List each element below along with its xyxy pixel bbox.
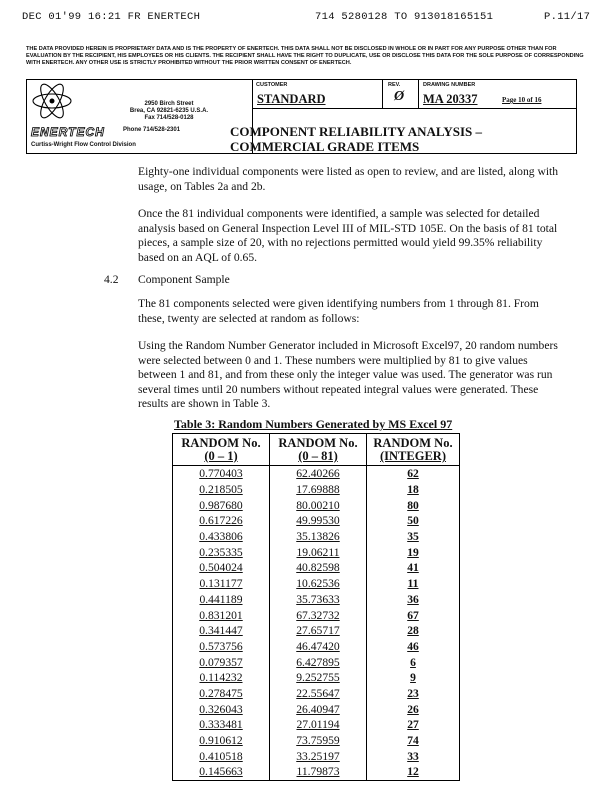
table-cell xyxy=(270,544,367,560)
table-row xyxy=(173,576,460,592)
address-line-2: Brea, CA 92821-6235 U.S.A. xyxy=(129,108,209,114)
table-row xyxy=(173,670,460,686)
section-number: 4.2 xyxy=(104,273,119,286)
company-address xyxy=(109,101,229,122)
column-header-title: RANDOM No. xyxy=(278,436,358,450)
table-row xyxy=(173,466,460,482)
table-row xyxy=(173,717,460,733)
table-row xyxy=(173,592,460,608)
customer-label: CUSTOMER xyxy=(256,82,288,88)
table-row xyxy=(173,654,460,670)
table-row xyxy=(173,764,460,780)
table-cell xyxy=(173,560,270,576)
column-header-title: RANDOM No. xyxy=(373,436,453,450)
drawing-number: MA 20337 xyxy=(423,92,478,106)
table-row xyxy=(173,701,460,717)
column-header-title: RANDOM No. xyxy=(181,436,261,450)
cell-value: 11 xyxy=(407,577,419,591)
cell-value: 23 xyxy=(407,686,419,700)
table-cell xyxy=(173,701,270,717)
table-cell xyxy=(173,686,270,702)
table-cell xyxy=(367,466,460,482)
cell-value: 40.82598 xyxy=(296,561,340,575)
cell-value: 19.06211 xyxy=(296,545,340,559)
table-cell xyxy=(173,497,270,513)
cell-value: 28 xyxy=(407,624,419,638)
cell-value: 18 xyxy=(407,483,419,497)
table-cell xyxy=(173,733,270,749)
cell-value: 74 xyxy=(407,734,419,748)
document-title xyxy=(230,124,482,154)
cell-value: 36 xyxy=(407,592,419,606)
table-cell xyxy=(367,748,460,764)
table-row xyxy=(173,686,460,702)
table-cell xyxy=(270,607,367,623)
fax-page: P.11/17 xyxy=(544,11,591,23)
rev-label: REV. xyxy=(388,82,401,88)
cell-value: 0.617226 xyxy=(199,514,243,528)
table-cell xyxy=(173,654,270,670)
table-cell xyxy=(173,623,270,639)
table-cell xyxy=(270,654,367,670)
table-cell xyxy=(173,544,270,560)
company-fax: Fax 714/528-0128 xyxy=(144,115,194,121)
table-cell xyxy=(173,670,270,686)
cell-value: 0.910612 xyxy=(199,734,243,748)
cell-value: 67.32732 xyxy=(296,608,340,622)
table-row xyxy=(173,497,460,513)
cell-value: 0.278475 xyxy=(199,686,243,700)
table-cell xyxy=(367,607,460,623)
cell-value: 0.079357 xyxy=(199,655,243,669)
table-cell xyxy=(367,733,460,749)
table-cell xyxy=(367,639,460,655)
cell-value: 33 xyxy=(407,749,419,763)
cell-value: 50 xyxy=(407,514,419,528)
cell-value: 73.75959 xyxy=(296,734,340,748)
table-row xyxy=(173,529,460,545)
table-cell xyxy=(270,748,367,764)
column-header-range: (0 – 1) xyxy=(204,449,238,463)
cell-value: 11.79873 xyxy=(296,765,340,779)
cell-value: 35.13826 xyxy=(296,530,340,544)
cell-value: 0.987680 xyxy=(199,498,243,512)
company-brand: ENERTECH xyxy=(31,125,105,139)
table-cell xyxy=(270,529,367,545)
table-row xyxy=(173,639,460,655)
table-cell xyxy=(270,482,367,498)
cell-value: 0.341447 xyxy=(199,624,243,638)
cell-value: 0.770403 xyxy=(199,467,243,481)
title-line-1: COMPONENT RELIABILITY ANALYSIS – xyxy=(230,124,483,139)
paragraph-2: Once the 81 individual components were identified, a sample was selected for detailed analysis based on General Inspection Level III of MIL-STD 105E. On the basis of 81 total pieces, a sample size of 20, with no rejections permitted would yield 99.35% reliability based on an AQL of 0.65. xyxy=(138,207,558,264)
cell-value: 27.65717 xyxy=(296,624,340,638)
divider xyxy=(418,80,419,108)
cell-value: 0.145663 xyxy=(199,765,243,779)
cell-value: 35 xyxy=(407,530,419,544)
table-cell xyxy=(367,701,460,717)
table-cell xyxy=(173,466,270,482)
table-cell xyxy=(367,544,460,560)
table-row xyxy=(173,733,460,749)
table-row xyxy=(173,623,460,639)
cell-value: 22.55647 xyxy=(296,686,340,700)
cell-value: 33.25197 xyxy=(296,749,340,763)
cell-value: 6 xyxy=(410,655,416,669)
table-cell xyxy=(270,701,367,717)
table-row xyxy=(173,482,460,498)
column-header xyxy=(270,434,367,466)
cell-value: 80 xyxy=(407,498,419,512)
cell-value: 12 xyxy=(407,765,419,779)
random-numbers-table xyxy=(172,433,460,781)
table-cell xyxy=(367,482,460,498)
column-header xyxy=(367,434,460,466)
table-cell xyxy=(270,686,367,702)
drawing-number-label: DRAWING NUMBER xyxy=(423,82,476,88)
fax-date-time: DEC 01'99 16:21 FR ENERTECH xyxy=(22,11,201,23)
cell-value: 27 xyxy=(407,718,419,732)
table-cell xyxy=(173,529,270,545)
table-cell xyxy=(270,764,367,780)
cell-value: 0.131177 xyxy=(199,577,243,591)
column-header-range: (0 – 81) xyxy=(298,449,338,463)
table-row xyxy=(173,544,460,560)
table-cell xyxy=(367,670,460,686)
cell-value: 9 xyxy=(410,671,416,685)
table-cell xyxy=(173,639,270,655)
table-cell xyxy=(173,607,270,623)
cell-value: 0.114232 xyxy=(199,671,243,685)
section-title: Component Sample xyxy=(138,273,230,286)
cell-value: 19 xyxy=(407,545,419,559)
rev-value: Ø xyxy=(394,89,405,104)
table-cell xyxy=(270,466,367,482)
table-cell xyxy=(270,623,367,639)
table-row xyxy=(173,748,460,764)
table-cell xyxy=(270,513,367,529)
cell-value: 41 xyxy=(407,561,419,575)
table-cell xyxy=(173,592,270,608)
table-cell xyxy=(173,513,270,529)
cell-value: 67 xyxy=(407,608,419,622)
cell-value: 26 xyxy=(407,702,419,716)
cell-value: 0.326043 xyxy=(199,702,243,716)
table-row xyxy=(173,607,460,623)
column-header xyxy=(173,434,270,466)
table-cell xyxy=(367,623,460,639)
atom-logo-icon xyxy=(31,83,73,119)
cell-value: 0.441189 xyxy=(199,592,243,606)
divider xyxy=(382,80,383,108)
table-cell xyxy=(270,717,367,733)
table-cell xyxy=(173,764,270,780)
table-cell xyxy=(367,686,460,702)
cell-value: 17.69888 xyxy=(296,483,340,497)
cell-value: 49.99530 xyxy=(296,514,340,528)
customer-value: STANDARD xyxy=(257,92,326,106)
fax-phone-route: 714 5280128 TO 913018165151 xyxy=(315,11,494,23)
cell-value: 35.73633 xyxy=(296,592,340,606)
table-cell xyxy=(270,733,367,749)
table-cell xyxy=(367,592,460,608)
table-row xyxy=(173,560,460,576)
table-cell xyxy=(270,497,367,513)
table-cell xyxy=(367,717,460,733)
divider xyxy=(252,108,576,109)
table-cell xyxy=(367,560,460,576)
table-cell xyxy=(367,654,460,670)
table-cell xyxy=(367,764,460,780)
table-cell xyxy=(173,748,270,764)
cell-value: 0.235335 xyxy=(199,545,243,559)
cell-value: 62 xyxy=(407,467,419,481)
cell-value: 6.427895 xyxy=(296,655,340,669)
company-division: Curtiss-Wright Flow Control Division xyxy=(31,142,136,148)
table-caption: Table 3: Random Numbers Generated by MS Excel 97 xyxy=(174,417,453,431)
title-line-2: COMMERCIAL GRADE ITEMS xyxy=(230,139,420,154)
paragraph-4: Using the Random Number Generator included in Microsoft Excel97, 20 random numbers were selected between 0 and 1. These numbers were multiplied by 81 to give values between 1 and 81, and from these only the integer value was used. The generator was run several times until 20 numbers without repeated integral values were generated. These results are shown in Table 3. xyxy=(138,339,558,410)
table-row xyxy=(173,513,460,529)
cell-value: 0.218505 xyxy=(199,483,243,497)
cell-value: 0.333481 xyxy=(199,718,243,732)
paragraph-3: The 81 components selected were given identifying numbers from 1 through 81. From these, twenty are selected at random as follows: xyxy=(138,297,539,325)
cell-value: 62.40266 xyxy=(296,467,340,481)
cell-value: 0.433806 xyxy=(199,530,243,544)
cell-value: 0.573756 xyxy=(199,639,243,653)
table-cell xyxy=(270,592,367,608)
paragraph-1: Eighty-one individual components were listed as open to review, and are listed, along with usage, on Tables 2a and 2b. xyxy=(138,165,559,193)
table-cell xyxy=(367,576,460,592)
cell-value: 0.410518 xyxy=(199,749,243,763)
cell-value: 27.01194 xyxy=(296,718,340,732)
cell-value: 80.00210 xyxy=(296,498,340,512)
table-cell xyxy=(173,717,270,733)
table-cell xyxy=(173,482,270,498)
cell-value: 0.831201 xyxy=(199,608,243,622)
table-cell xyxy=(270,670,367,686)
column-header-range: (INTEGER) xyxy=(380,449,446,463)
cell-value: 9.252755 xyxy=(296,671,340,685)
cell-value: 46 xyxy=(407,639,419,653)
table-header-row xyxy=(173,434,460,466)
table-cell xyxy=(270,560,367,576)
table-cell xyxy=(270,576,367,592)
cell-value: 46.47420 xyxy=(296,639,340,653)
table-cell xyxy=(173,576,270,592)
table-cell xyxy=(367,529,460,545)
table-cell xyxy=(367,497,460,513)
table-cell xyxy=(367,513,460,529)
cell-value: 10.62536 xyxy=(296,577,340,591)
address-line-1: 2950 Birch Street xyxy=(144,101,194,107)
company-phone: Phone 714/528-2301 xyxy=(123,127,181,133)
cell-value: 26.40947 xyxy=(296,702,340,716)
proprietary-notice: THE DATA PROVIDED HEREIN IS PROPRIETARY DATA AND IS THE PROPERTY OF ENERTECH. THIS DATA SHALL NOT BE DISCLOSED IN WHOLE OR IN PART FOR ANY PURPOSE OTHER THAN FOR EVALUATION BY THE RECIPIENT, HIS EMPLOYEES OR HIS CLIENTS. THE RECIPIENT SHALL HAVE THE RIGHT TO DUPLICATE, USE OR DISCLOSE THIS DATA FOR THE SOLE PURPOSE OF CORRESPONDING WITH ENERTECH. ANY OTHER USE IS STRICTLY PROHIBITED WITHOUT THE PRIOR WRITTEN CONSENT OF ENERTECH. xyxy=(26,46,584,66)
table-cell xyxy=(270,639,367,655)
page-of: Page 10 of 16 xyxy=(502,96,542,104)
cell-value: 0.504024 xyxy=(199,561,243,575)
